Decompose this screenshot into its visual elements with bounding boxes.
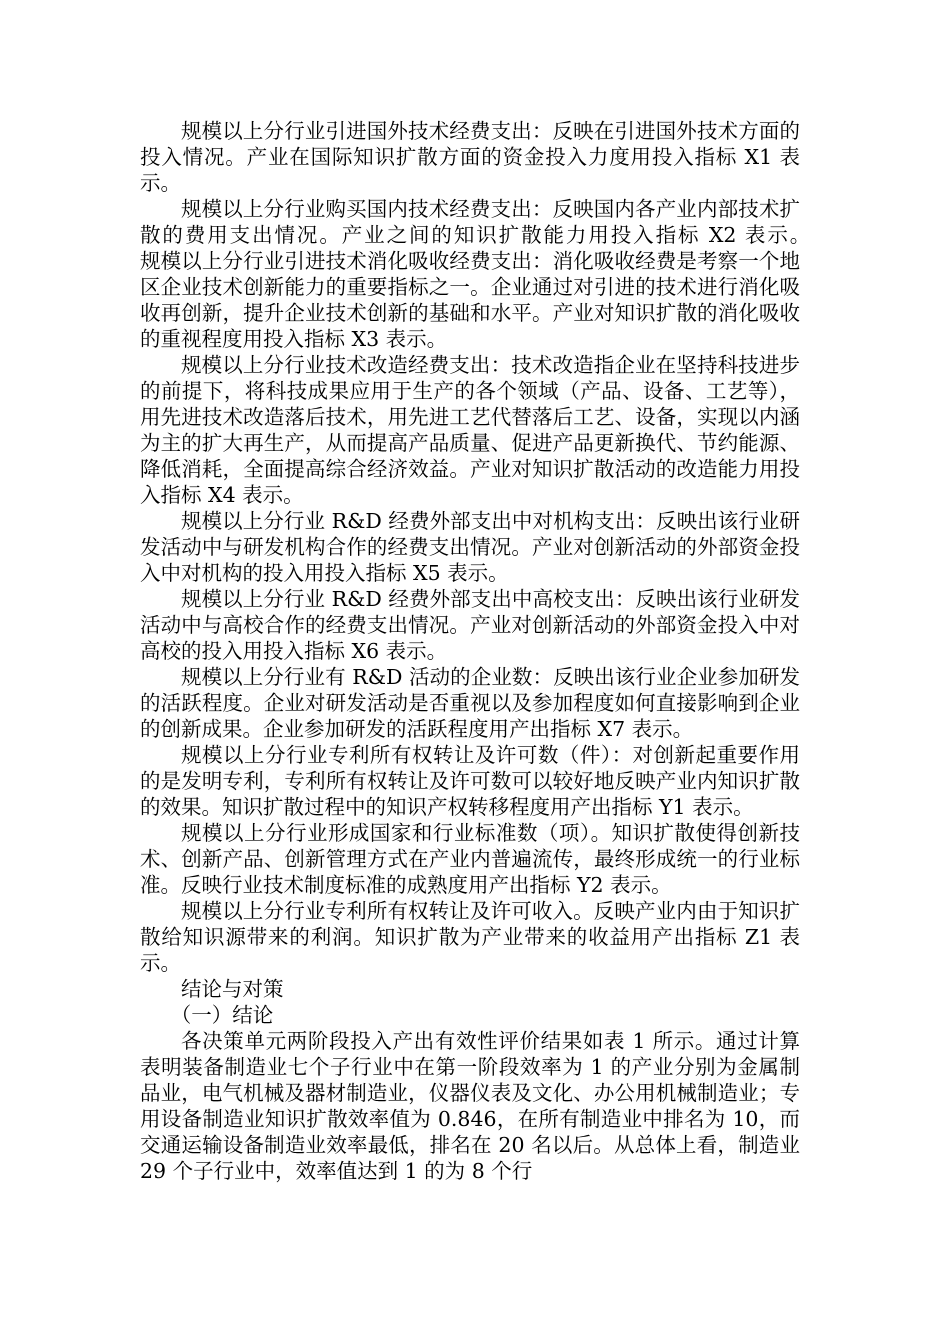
- section-heading: 结论与对策: [181, 977, 284, 1001]
- document-body: [140, 118, 862, 1184]
- paragraph-z1: 规模以上分行业专利所有权转让及许可收入。反映产业内由于知识扩散给知识源带来的利润。知识扩散为产业带来的收益用产出指标 Z1 表示。: [140, 899, 800, 975]
- paragraph-y1: 规模以上分行业专利所有权转让及许可数（件）：对创新起重要作用的是发明专利，专利所有权转让及许可数可以较好地反映产业内知识扩散的效果。知识扩散过程中的知识产权转移程度用产出指标 Y1 表示。: [140, 743, 800, 819]
- paragraph-x7: 规模以上分行业有 R&D 活动的企业数：反映出该行业企业参加研发的活跃程度。企业对研发活动是否重视以及参加程度如何直接影响到企业的创新成果。企业参加研发的活跃程度用产出指标 X7 表示。: [140, 665, 800, 741]
- paragraph-x2-x3: 规模以上分行业购买国内技术经费支出：反映国内各产业内部技术扩散的费用支出情况。产业之间的知识扩散能力用投入指标 X2 表示。 规模以上分行业引进技术消化吸收经费支出：消化吸收经费是考察一个地区企业技术创新能力的重要指标之一。企业通过对引进的技术进行消化吸收再创新，提升企业技术创新的基础和水平。产业对知识扩散的消化吸收的重视程度用投入指标 X3 表示。: [140, 197, 862, 351]
- conclusion-paragraph: 各决策单元两阶段投入产出有效性评价结果如表 1 所示。通过计算表明装备制造业七个子行业中在第一阶段效率为 1 的产业分别为金属制品业，电气机械及器材制造业，仪器仪表及文化、办公用机械制造业；专用设备制造业知识扩散效率值为 0.846，在所有制造业中排名为 10，而交通运输设备制造业效率最低，排名在 20 名以后。从总体上看，制造业 29 个子行业中，效率值达到 1 的为 8 个行: [140, 1029, 800, 1183]
- paragraph-x5: 规模以上分行业 R&D 经费外部支出中对机构支出：反映出该行业研发活动中与研发机构合作的经费支出情况。产业对创新活动的外部资金投入中对机构的投入用投入指标 X5 表示。: [140, 509, 800, 585]
- paragraph-y2: 规模以上分行业形成国家和行业标准数（项）。知识扩散使得创新技术、创新产品、创新管理方式在产业内普遍流传，最终形成统一的行业标准。反映行业技术制度标准的成熟度用产出指标 Y2 表示。: [140, 821, 800, 897]
- paragraph-x4: 规模以上分行业技术改造经费支出：技术改造指企业在坚持科技进步的前提下，将科技成果应用于生产的各个领域（产品、设备、工艺等），用先进技术改造落后技术，用先进工艺代替落后工艺、设备，实现以内涵为主的扩大再生产，从而提高产品质量、促进产品更新换代、节约能源、降低消耗，全面提高综合经济效益。产业对知识扩散活动的改造能力用投入指标 X4 表示。: [140, 353, 800, 507]
- subsection-heading: （一）结论: [170, 1003, 274, 1027]
- paragraph-x1: 规模以上分行业引进国外技术经费支出：反映在引进国外技术方面的投入情况。产业在国际知识扩散方面的资金投入力度用投入指标 X1 表示。: [140, 119, 800, 195]
- paragraph-x6: 规模以上分行业 R&D 经费外部支出中高校支出：反映出该行业研发活动中与高校合作的经费支出情况。产业对创新活动的外部资金投入中对高校的投入用投入指标 X6 表示。: [140, 587, 800, 663]
